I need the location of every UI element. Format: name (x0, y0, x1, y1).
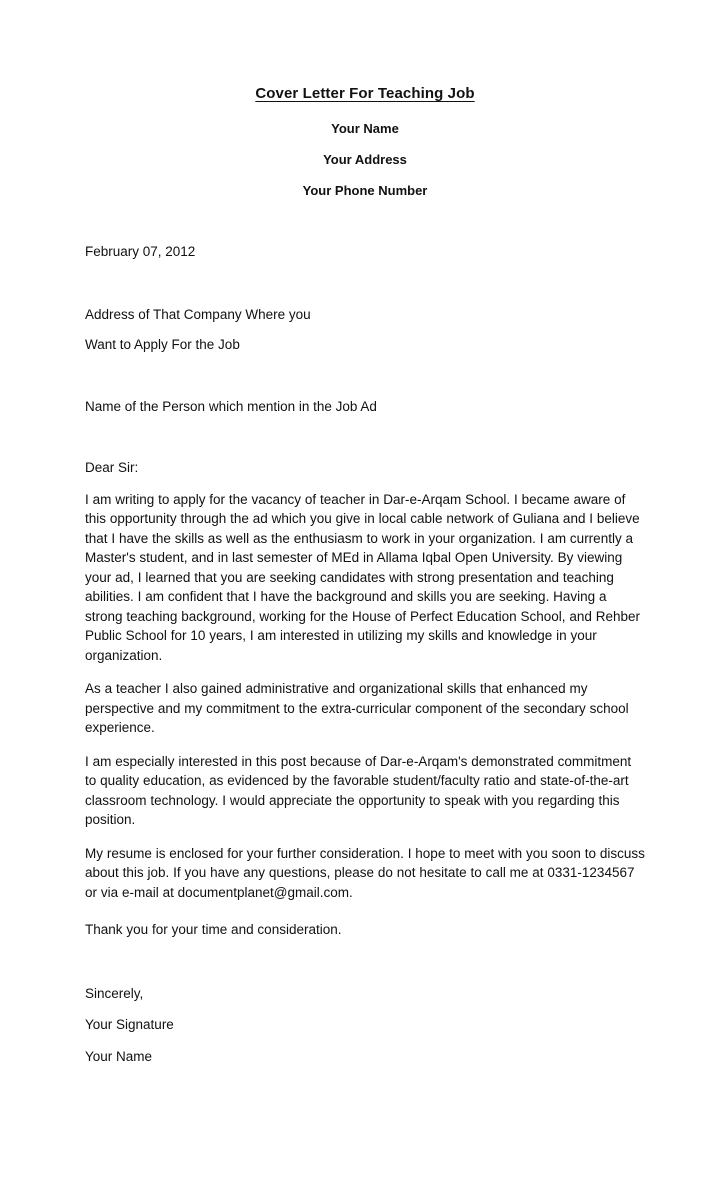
salutation-block (85, 416, 645, 478)
body-paragraph-2: As a teacher I also gained administrative and organizational skills that enhanced my perspective and my commitment to the extra-curricular component of the secondary school experience. (85, 681, 629, 735)
letterhead-address: Your Address (323, 152, 407, 167)
page-title: Cover Letter For Teaching Job (255, 85, 475, 102)
letter-content-column (85, 0, 645, 1066)
recipient-address-block (85, 262, 645, 355)
closing-valediction: Sincerely, (85, 985, 144, 1001)
body-paragraph-4: My resume is enclosed for your further consideration. I hope to meet with you soon to discuss about this job. If you have any questions, please do not hesitate to call me at 0331-1234567 or via e-mail at documentplanet@gmail.com. (85, 845, 645, 900)
recipient-address-line-1: Address of That Company Where you (85, 306, 311, 322)
attention-line-block (85, 355, 645, 417)
closing-block (85, 940, 645, 1067)
body-paragraph-1: I am writing to apply for the vacancy of teacher in Dar-e-Arqam School. I became aware of this opportunity through the ad which you give in local cable network of Guliana and I believe that I have the skills as well as the enthusiasm to work in your organization. I am currently a Master's student, and in last semester of MEd in Allama Iqbal Open University. By viewing your ad, I learned that you are seeking candidates with strong presentation and teaching abilities. I am confident that I have the background and skills you are seeking. Having a strong teaching background, working for the House of Perfect Education School, and Rehber Public School for 10 years, I am interested in utilizing my skills and knowledge in your organization. (85, 491, 641, 663)
attention-line: Name of the Person which mention in the Job Ad (85, 398, 377, 414)
body-paragraph-3: I am especially interested in this post because of Dar-e-Arqam's demonstrated commitment to quality education, as evidenced by the favorable student/faculty ratio and state-of-the-art classroom technology. I would appreciate the opportunity to speak with you regarding this position. (85, 753, 632, 827)
letter-date: February 07, 2012 (85, 244, 196, 259)
letter-body (85, 478, 645, 940)
body-paragraph-5: Thank you for your time and consideration. (85, 922, 342, 937)
salutation: Dear Sir: (85, 460, 139, 475)
letterhead-phone: Your Phone Number (302, 183, 428, 198)
closing-signature: Your Signature (85, 1017, 174, 1032)
recipient-address-line-2: Want to Apply For the Job (85, 337, 240, 352)
letterhead (85, 0, 645, 199)
closing-name: Your Name (85, 1048, 153, 1064)
letterhead-name: Your Name (331, 121, 399, 136)
